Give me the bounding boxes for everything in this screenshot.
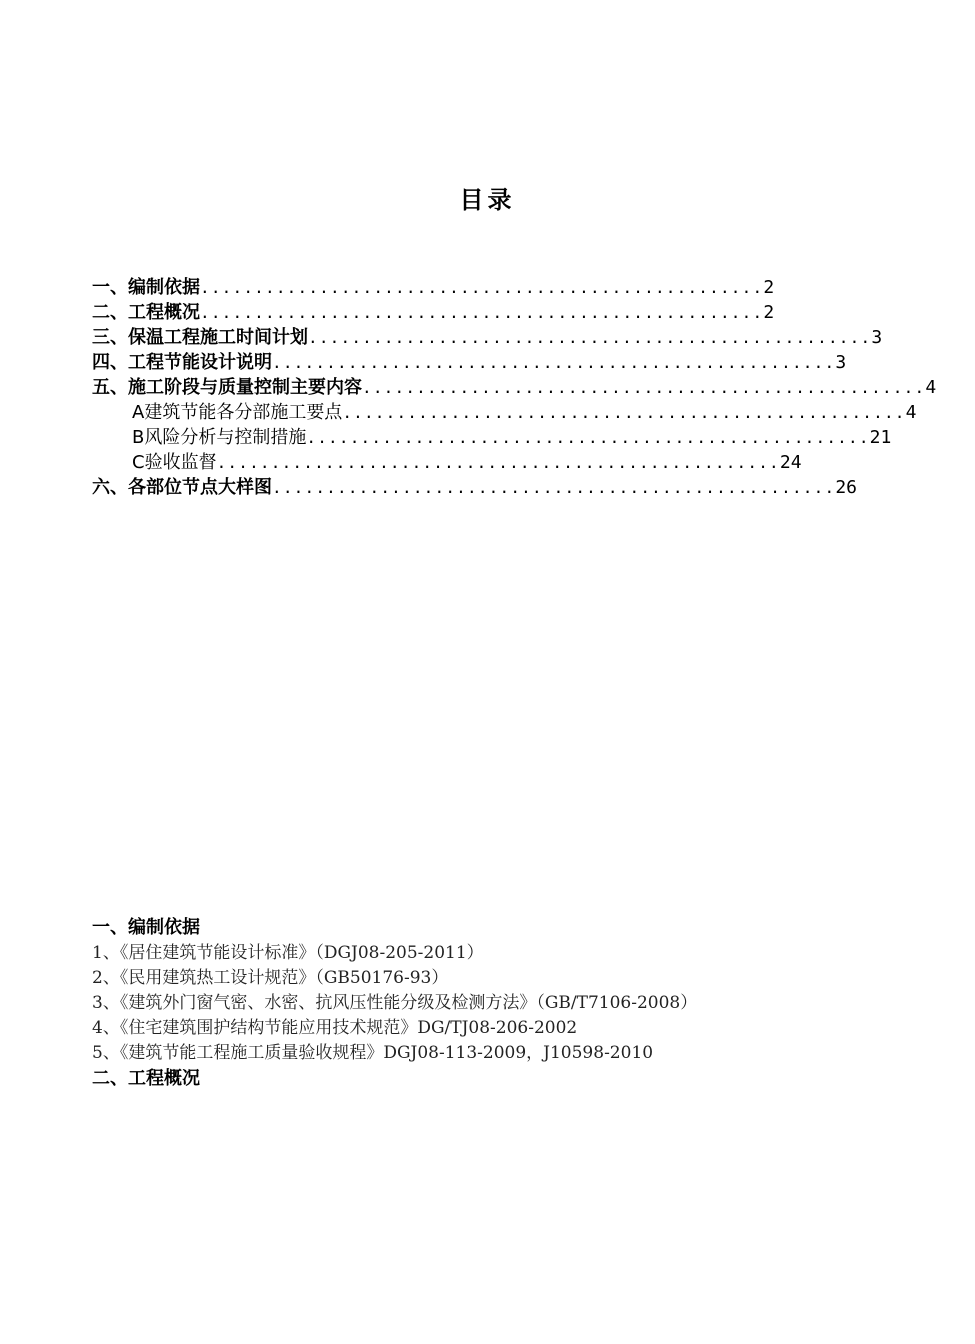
toc-number: 四、 xyxy=(92,352,128,373)
toc-subentry[interactable] xyxy=(92,425,892,450)
reference-item: 5、《建筑节能工程施工质量验收规程》DGJ08-113-2009，J10598-2010 xyxy=(92,1043,654,1063)
toc-leader: .................................................... xyxy=(216,453,780,472)
toc-page-number: 2 xyxy=(763,302,775,323)
reference-item: 1、《居住建筑节能设计标准》（DGJ08-205-2011） xyxy=(92,943,484,963)
toc-page-number: 3 xyxy=(835,352,847,373)
toc-number: 二、 xyxy=(92,302,128,323)
toc-leader: .................................................... xyxy=(200,303,764,322)
toc-entry[interactable] xyxy=(92,325,883,350)
toc-number: 五、 xyxy=(92,377,128,398)
reference-item: 3、《建筑外门窗气密、水密、抗风压性能分级及检测方法》（GB/T7106-2008） xyxy=(92,993,698,1013)
toc-page-number: 3 xyxy=(871,327,883,348)
toc-leader: .................................................... xyxy=(308,328,872,347)
toc-leader: .................................................... xyxy=(272,478,836,497)
toc-leader: .................................................... xyxy=(306,428,870,447)
toc-entry[interactable] xyxy=(92,275,775,300)
toc-label: 编制依据 xyxy=(128,277,200,298)
toc-label: A建筑节能各分部施工要点 xyxy=(132,402,343,423)
toc-label: C验收监督 xyxy=(132,452,217,473)
reference-item: 2、《民用建筑热工设计规范》（GB50176-93） xyxy=(92,968,449,988)
toc-leader: .................................................... xyxy=(200,278,764,297)
toc-label: 工程节能设计说明 xyxy=(128,352,272,373)
toc-number: 三、 xyxy=(92,327,128,348)
toc-entry[interactable] xyxy=(92,350,847,375)
toc-entry[interactable] xyxy=(92,300,775,325)
toc-entry[interactable] xyxy=(92,475,857,500)
toc-leader: .................................................... xyxy=(342,403,906,422)
toc-subentry[interactable] xyxy=(92,400,917,425)
toc-page-number: 2 xyxy=(763,277,775,298)
toc-page-number: 4 xyxy=(905,402,917,423)
table-of-contents xyxy=(92,275,937,500)
basis-section xyxy=(92,915,912,1092)
toc-page-number: 24 xyxy=(779,452,802,473)
page-title: 目录 xyxy=(459,186,516,214)
toc-page-number: 21 xyxy=(869,427,892,448)
toc-page-number: 26 xyxy=(835,477,857,498)
toc-label: 工程概况 xyxy=(128,302,200,323)
toc-entry[interactable] xyxy=(92,375,937,400)
toc-label: B风险分析与控制措施 xyxy=(132,427,307,448)
toc-label: 保温工程施工时间计划 xyxy=(128,327,308,348)
toc-subentry[interactable] xyxy=(92,450,802,475)
toc-leader: .................................................... xyxy=(362,378,926,397)
toc-number: 一、 xyxy=(92,277,128,298)
toc-label: 施工阶段与质量控制主要内容 xyxy=(128,377,362,398)
toc-page-number: 4 xyxy=(925,377,937,398)
section-heading-overview: 二、工程概况 xyxy=(92,1068,200,1089)
toc-number: 六、 xyxy=(92,477,128,498)
reference-item: 4、《住宅建筑围护结构节能应用技术规范》DG/TJ08-206-2002 xyxy=(92,1018,578,1038)
section-heading-basis: 一、编制依据 xyxy=(92,917,200,938)
toc-label: 各部位节点大样图 xyxy=(128,477,272,498)
toc-leader: .................................................... xyxy=(272,353,836,372)
